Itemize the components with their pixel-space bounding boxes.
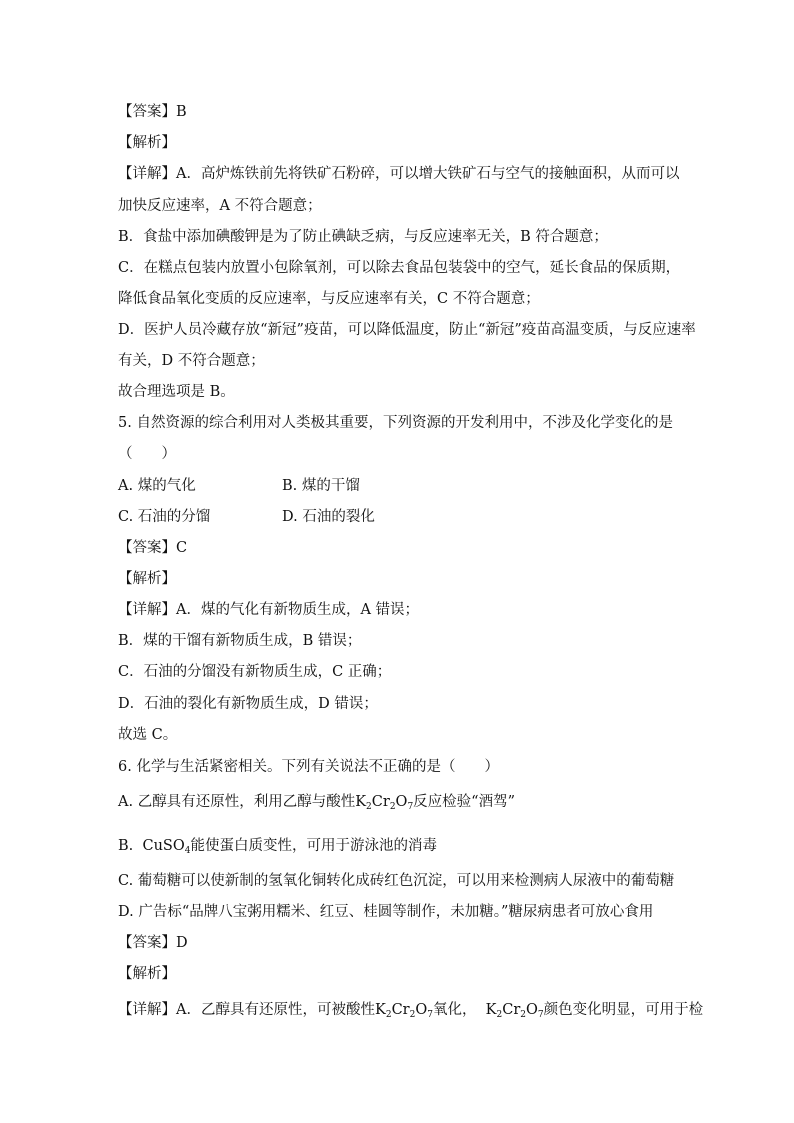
q5-stem: 5. 自然资源的综合利用对人类极其重要，下列资源的开发利用中，不涉及化学变化的是 [118, 415, 673, 431]
q4-conclusion: 故合理选项是 B。 [118, 384, 235, 400]
q4-detail-line: 有关，D 不符合题意； [118, 353, 265, 369]
q5-conclusion: 故选 C。 [118, 727, 178, 743]
q5-analysis-heading: 【解析】 [118, 571, 176, 587]
q4-detail-line: 加快反应速率，A 不符合题意； [118, 198, 322, 214]
q6-option-d: D. 广告标“品牌八宝粥用糯米、红豆、桂圆等制作，未加糖。”糖尿病患者可放心食用 [118, 904, 654, 920]
q5-option-b: B. 煤的干馏 [282, 478, 360, 494]
q4-detail-line: 降低食品氧化变质的反应速率，与反应速率有关，C 不符合题意； [118, 291, 540, 307]
formula-cuso4: CuSO$_4$ [142, 838, 191, 856]
q6-analysis-heading: 【解析】 [118, 966, 176, 982]
q4-detail-line: D．医护人员冷藏存放“新冠”疫苗，可以降低温度，防止“新冠”疫苗高温变质，与反应速率 [118, 322, 696, 338]
q6-detail-text: 【详解】A．乙醇具有还原性，可被酸性 [118, 1002, 375, 1018]
q6-option-b-text: 能使蛋白质变性，可用于游泳池的消毒 [190, 838, 437, 854]
q5-option-c: C. 石油的分馏 [118, 509, 211, 525]
q4-detail-line: C．在糕点包装内放置小包除氧剂，可以除去食品包装袋中的空气，延长食品的保质期， [118, 260, 681, 276]
formula-k2cr2o7: $K_2Cr_2O_7$ [374, 1002, 433, 1020]
q6-option-c: C. 葡萄糖可以使新制的氢氧化铜转化成砖红色沉淀，可以用来检测病人尿液中的葡萄糖 [118, 873, 675, 889]
q6-answer: 【答案】D [118, 935, 188, 951]
q6-option-a-text-end: 反应检验“酒驾” [413, 794, 515, 810]
q5-stem-bracket: （ ） [118, 446, 176, 462]
q5-option-a: A. 煤的气化 [118, 478, 196, 494]
q5-answer: 【答案】C [118, 540, 188, 556]
q6-detail-text: 颜色变化明显，可用于检 [543, 1002, 704, 1018]
q5-detail-line: B．煤的干馏有新物质生成，B 错误； [118, 633, 362, 649]
q6-option-a [118, 792, 515, 812]
formula-k2cr2o7: $K_2Cr_2O_7$ [485, 1002, 544, 1020]
q4-detail-line: B．食盐中添加碘酸钾是为了防止碘缺乏病，与反应速率无关，B 符合题意； [118, 229, 608, 245]
q5-option-d: D. 石油的裂化 [282, 509, 375, 525]
q4-analysis-heading: 【解析】 [118, 135, 176, 151]
formula-k2cr2o7: $K_2Cr_2O_7$ [355, 794, 414, 812]
q6-option-b [118, 836, 437, 856]
q4-detail-line: 【详解】A．高炉炼铁前先将铁矿石粉碎，可以增大铁矿石与空气的接触面积，从而可以 [118, 166, 680, 182]
q5-detail-line: 【详解】A．煤的气化有新物质生成，A 错误； [118, 602, 420, 618]
q6-option-a-text: A. 乙醇具有还原性，利用乙醇与酸性 [118, 794, 356, 810]
q6-detail-line [118, 1000, 703, 1020]
q5-detail-line: C．石油的分馏没有新物质生成，C 正确； [118, 664, 392, 680]
q4-answer: 【答案】B [118, 104, 187, 120]
q6-detail-text: 氧化， [432, 1002, 477, 1018]
q5-detail-line: D．石油的裂化有新物质生成，D 错误； [118, 696, 378, 712]
q6-stem: 6. 化学与生活紧密相关。下列有关说法不正确的是（ ） [118, 759, 499, 775]
q6-option-b-label: B. [118, 838, 134, 854]
